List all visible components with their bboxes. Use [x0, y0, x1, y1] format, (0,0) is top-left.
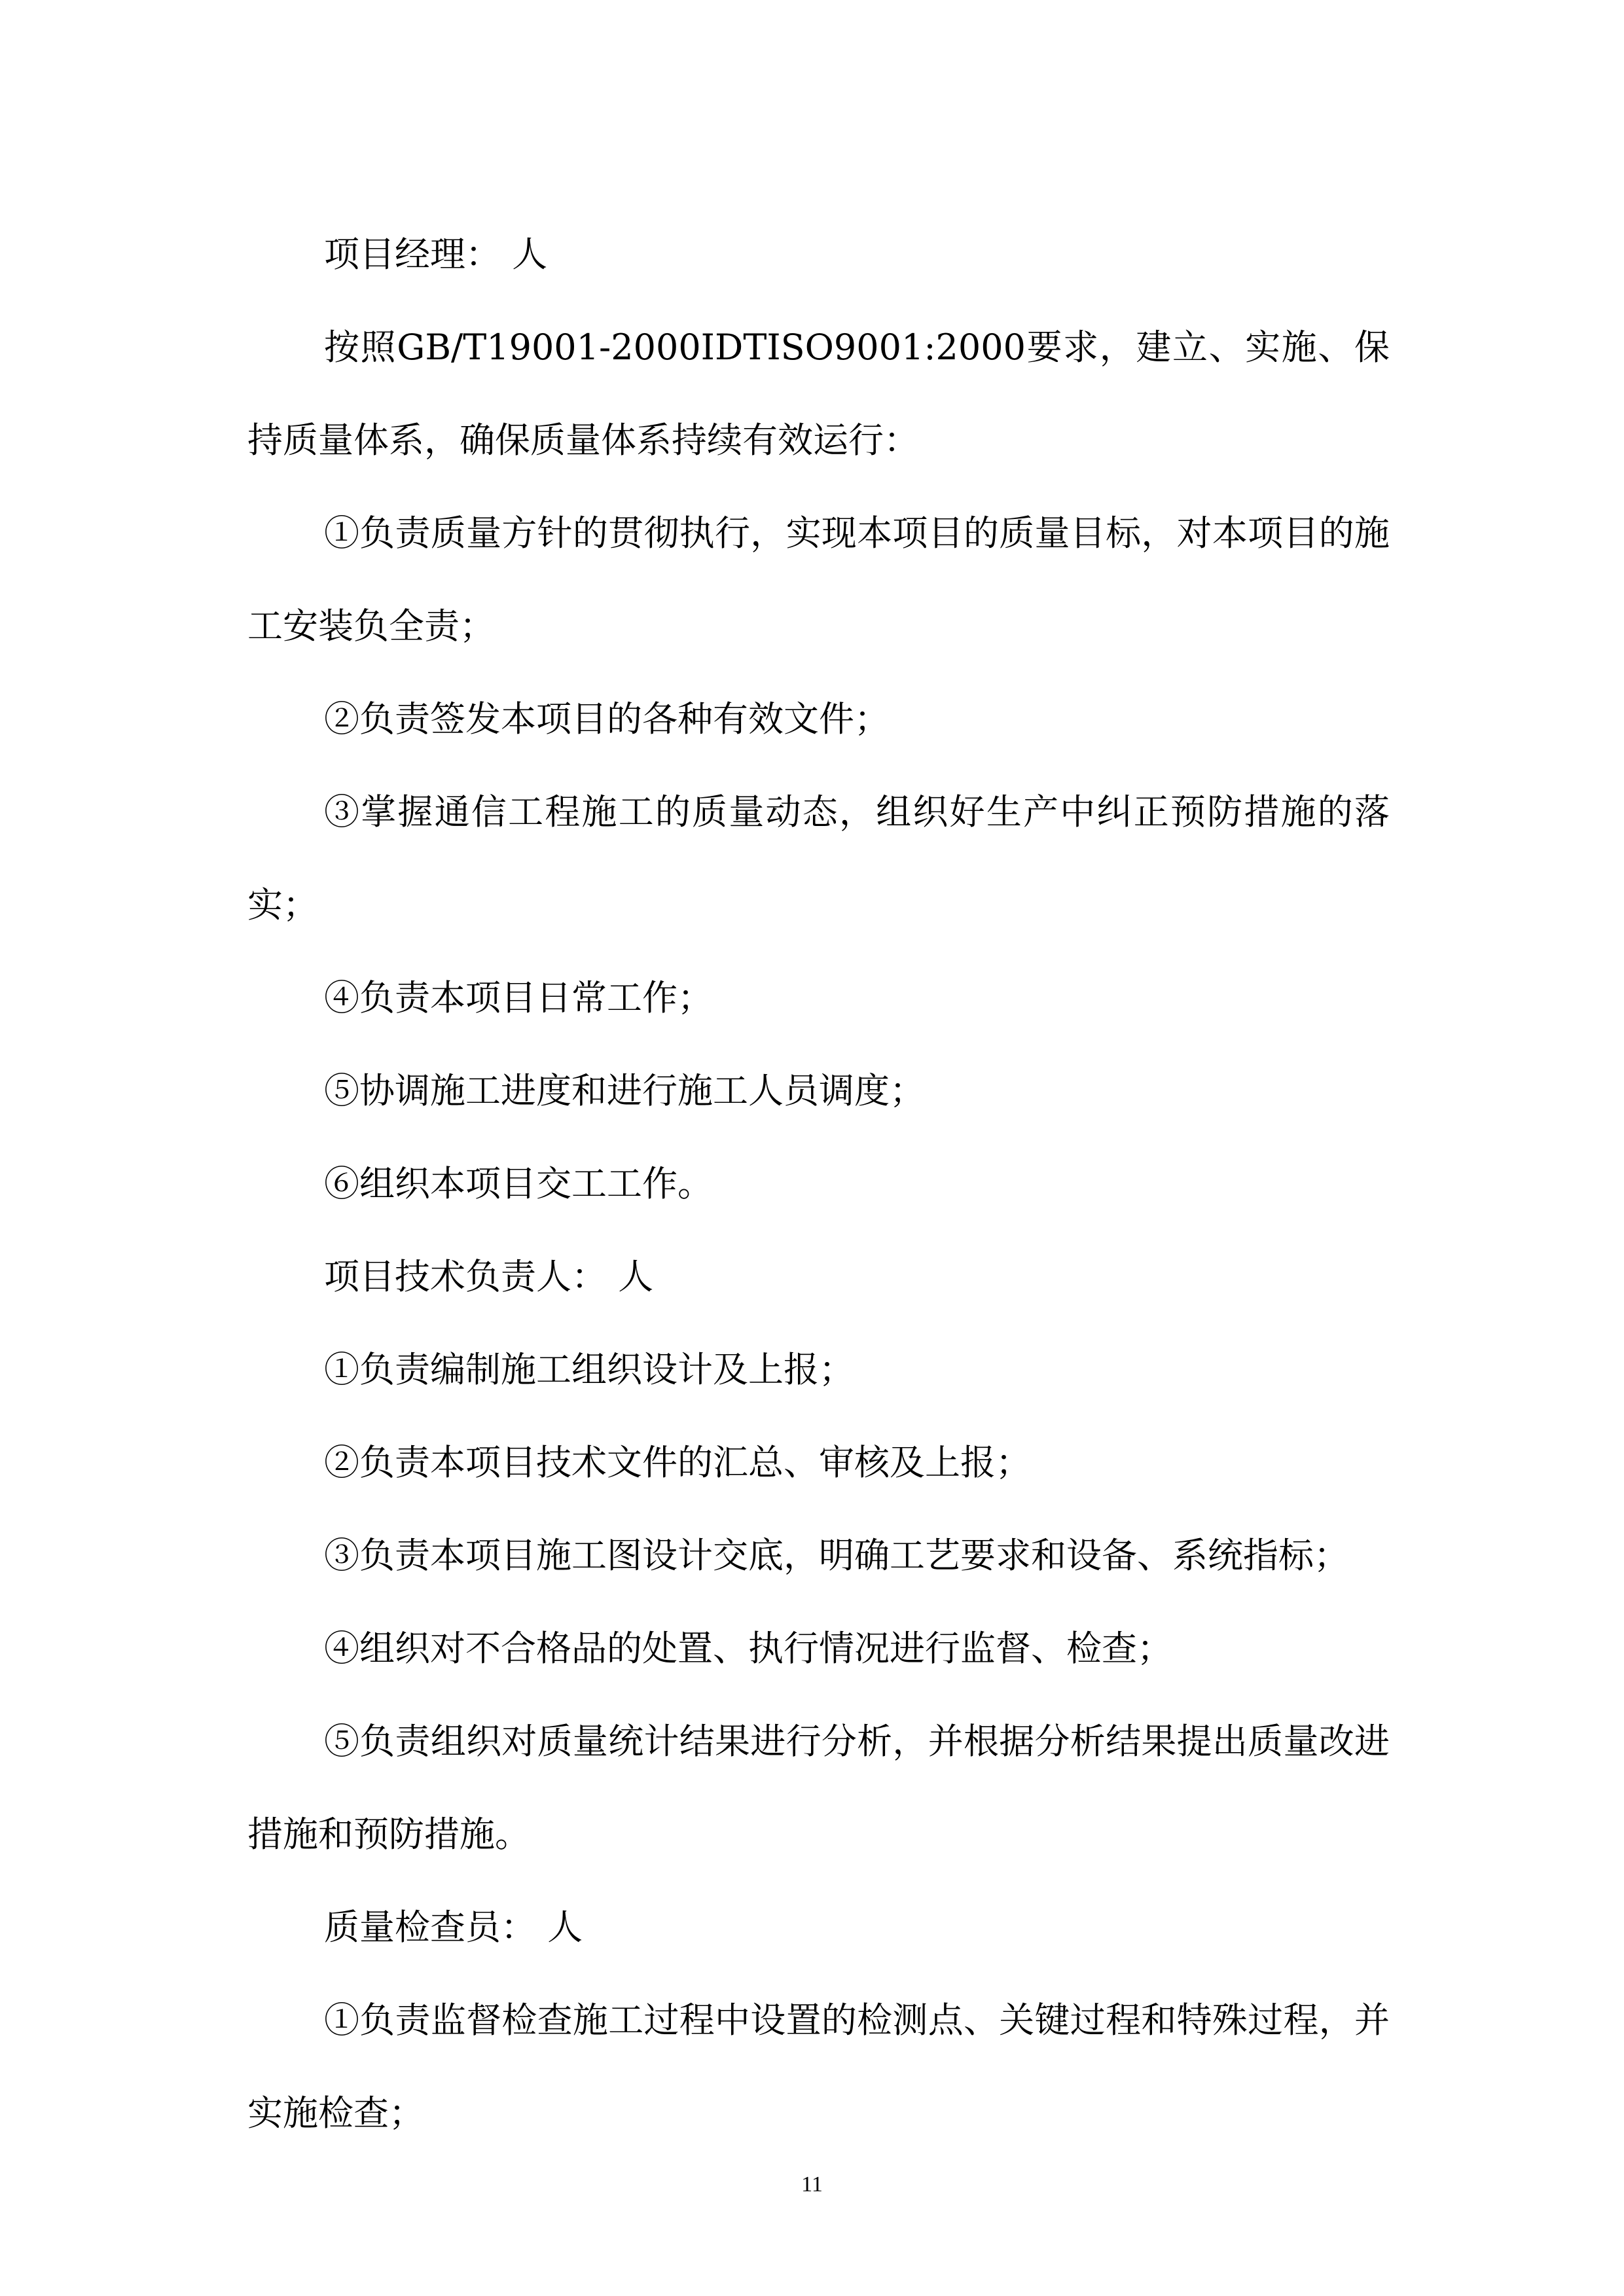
list-item: ①负责监督检查施工过程中设置的检测点、关键过程和特殊过程，并实施检查； [247, 2000, 1390, 2134]
heading-technical-lead: 项目技术负责人： 人 [324, 1256, 654, 1297]
list-item: ③掌握通信工程施工的质量动态，组织好生产中纠正预防措施的落实； [247, 791, 1390, 925]
list-item: ③负责本项目施工图设计交底，明确工艺要求和设备、系统指标； [324, 1535, 1349, 1576]
list-item: ⑥组织本项目交工工作。 [324, 1163, 713, 1204]
heading-project-manager: 项目经理： 人 [324, 234, 548, 275]
heading-quality-inspector: 质量检查员： 人 [324, 1907, 583, 1948]
list-item: ①负责质量方针的贯彻执行，实现本项目的质量目标，对本项目的施工安装负全责； [247, 512, 1390, 647]
list-item: ⑤负责组织对质量统计结果进行分析，并根据分析结果提出质量改进措施和预防措施。 [247, 1721, 1390, 1855]
list-item: ②负责本项目技术文件的汇总、审核及上报； [324, 1442, 1031, 1483]
list-item: ⑤协调施工进度和进行施工人员调度； [324, 1070, 925, 1111]
list-item: ①负责编制施工组织设计及上报； [324, 1349, 854, 1390]
list-item: ④负责本项目日常工作； [324, 977, 713, 1018]
document-body [247, 208, 1390, 2160]
list-item: ②负责签发本项目的各种有效文件； [324, 698, 890, 740]
list-item: ④组织对不合格品的处置、执行情况进行监督、检查； [324, 1628, 1172, 1669]
paragraph-quality-system: 按照GB/T19001-2000IDTISO9001:2000要求，建立、实施、保持质量体系，确保质量体系持续有效运行： [247, 327, 1390, 461]
page-number: 11 [801, 2172, 823, 2197]
